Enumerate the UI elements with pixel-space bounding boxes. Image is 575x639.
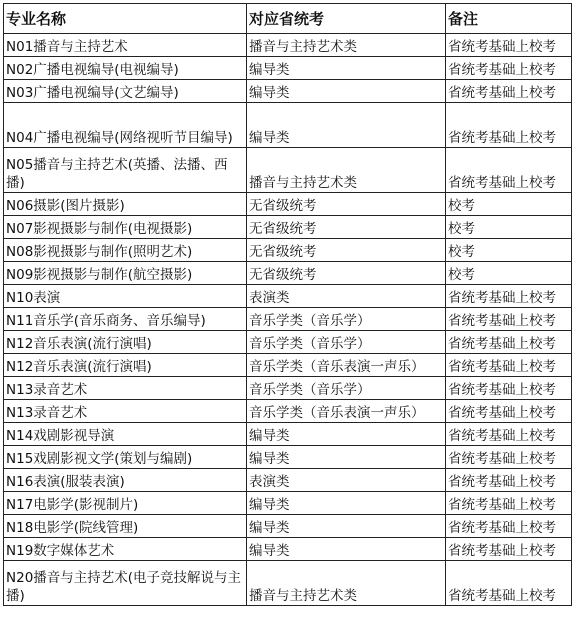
table-row <box>4 239 572 262</box>
major-name-cell: N20播音与主持艺术(电子竞技解说与主播) <box>4 561 247 606</box>
table-row <box>4 57 572 80</box>
major-name-cell: N14戏剧影视导演 <box>4 423 247 446</box>
provincial-exam-cell: 音乐学类（音乐学） <box>247 331 446 354</box>
provincial-exam-cell: 无省级统考 <box>247 239 446 262</box>
provincial-exam-cell: 音乐学类（音乐表演一声乐） <box>247 354 446 377</box>
note-cell: 省统考基础上校考 <box>446 354 572 377</box>
provincial-exam-cell: 音乐学类（音乐学） <box>247 308 446 331</box>
note-cell: 省统考基础上校考 <box>446 423 572 446</box>
major-name-cell: N01播音与主持艺术 <box>4 34 247 57</box>
provincial-exam-cell: 表演类 <box>247 469 446 492</box>
major-name-cell: N05播音与主持艺术(英播、法播、西播) <box>4 148 247 193</box>
note-cell: 省统考基础上校考 <box>446 561 572 606</box>
note-cell: 省统考基础上校考 <box>446 148 572 193</box>
note-cell: 省统考基础上校考 <box>446 377 572 400</box>
note-cell: 省统考基础上校考 <box>446 492 572 515</box>
table-row <box>4 148 572 193</box>
provincial-exam-cell: 播音与主持艺术类 <box>247 34 446 57</box>
provincial-exam-cell: 编导类 <box>247 515 446 538</box>
provincial-exam-cell: 无省级统考 <box>247 216 446 239</box>
table-header-row <box>4 4 572 34</box>
table-row <box>4 262 572 285</box>
provincial-exam-cell: 编导类 <box>247 538 446 561</box>
note-cell: 省统考基础上校考 <box>446 80 572 103</box>
provincial-exam-cell: 编导类 <box>247 103 446 148</box>
major-name-cell: N16表演(服装表演) <box>4 469 247 492</box>
provincial-exam-cell: 播音与主持艺术类 <box>247 561 446 606</box>
note-cell: 省统考基础上校考 <box>446 515 572 538</box>
table-row <box>4 308 572 331</box>
major-name-cell: N12音乐表演(流行演唱) <box>4 331 247 354</box>
note-cell: 校考 <box>446 193 572 216</box>
table-row <box>4 193 572 216</box>
table-row <box>4 377 572 400</box>
note-cell: 省统考基础上校考 <box>446 308 572 331</box>
note-cell: 省统考基础上校考 <box>446 400 572 423</box>
major-name-cell: N08影视摄影与制作(照明艺术) <box>4 239 247 262</box>
provincial-exam-cell: 播音与主持艺术类 <box>247 148 446 193</box>
table-row <box>4 285 572 308</box>
major-name-cell: N15戏剧影视文学(策划与编剧) <box>4 446 247 469</box>
provincial-exam-cell: 编导类 <box>247 57 446 80</box>
major-name-cell: N11音乐学(音乐商务、音乐编导) <box>4 308 247 331</box>
note-cell: 省统考基础上校考 <box>446 103 572 148</box>
major-name-cell: N07影视摄影与制作(电视摄影) <box>4 216 247 239</box>
table-row <box>4 354 572 377</box>
major-name-cell: N13录音艺术 <box>4 377 247 400</box>
major-name-cell: N13录音艺术 <box>4 400 247 423</box>
major-name-cell: N17电影学(影视制片) <box>4 492 247 515</box>
major-name-cell: N09影视摄影与制作(航空摄影) <box>4 262 247 285</box>
table-row <box>4 103 572 148</box>
provincial-exam-cell: 编导类 <box>247 80 446 103</box>
note-cell: 省统考基础上校考 <box>446 331 572 354</box>
table-row <box>4 216 572 239</box>
major-name-cell: N19数字媒体艺术 <box>4 538 247 561</box>
provincial-exam-cell: 音乐学类（音乐学） <box>247 377 446 400</box>
provincial-exam-cell: 无省级统考 <box>247 193 446 216</box>
note-cell: 校考 <box>446 216 572 239</box>
majors-table <box>3 3 572 606</box>
table-row <box>4 492 572 515</box>
table-row <box>4 423 572 446</box>
header-provincial-exam: 对应省统考 <box>247 4 446 34</box>
table-row <box>4 469 572 492</box>
provincial-exam-cell: 音乐学类（音乐表演一声乐） <box>247 400 446 423</box>
note-cell: 省统考基础上校考 <box>446 34 572 57</box>
provincial-exam-cell: 编导类 <box>247 492 446 515</box>
header-note: 备注 <box>446 4 572 34</box>
note-cell: 校考 <box>446 262 572 285</box>
note-cell: 省统考基础上校考 <box>446 446 572 469</box>
table-row <box>4 515 572 538</box>
table-row <box>4 400 572 423</box>
provincial-exam-cell: 无省级统考 <box>247 262 446 285</box>
note-cell: 省统考基础上校考 <box>446 57 572 80</box>
table-row <box>4 446 572 469</box>
table-row <box>4 34 572 57</box>
major-name-cell: N04广播电视编导(网络视听节目编导) <box>4 103 247 148</box>
table-row <box>4 80 572 103</box>
major-name-cell: N10表演 <box>4 285 247 308</box>
provincial-exam-cell: 编导类 <box>247 423 446 446</box>
header-major-name: 专业名称 <box>4 4 247 34</box>
note-cell: 省统考基础上校考 <box>446 285 572 308</box>
note-cell: 省统考基础上校考 <box>446 538 572 561</box>
note-cell: 省统考基础上校考 <box>446 469 572 492</box>
table-row <box>4 538 572 561</box>
table-row <box>4 331 572 354</box>
table-body <box>4 34 572 606</box>
major-name-cell: N06摄影(图片摄影) <box>4 193 247 216</box>
table-row <box>4 561 572 606</box>
major-name-cell: N03广播电视编导(文艺编导) <box>4 80 247 103</box>
note-cell: 校考 <box>446 239 572 262</box>
major-name-cell: N18电影学(院线管理) <box>4 515 247 538</box>
major-name-cell: N12音乐表演(流行演唱) <box>4 354 247 377</box>
provincial-exam-cell: 表演类 <box>247 285 446 308</box>
major-name-cell: N02广播电视编导(电视编导) <box>4 57 247 80</box>
provincial-exam-cell: 编导类 <box>247 446 446 469</box>
